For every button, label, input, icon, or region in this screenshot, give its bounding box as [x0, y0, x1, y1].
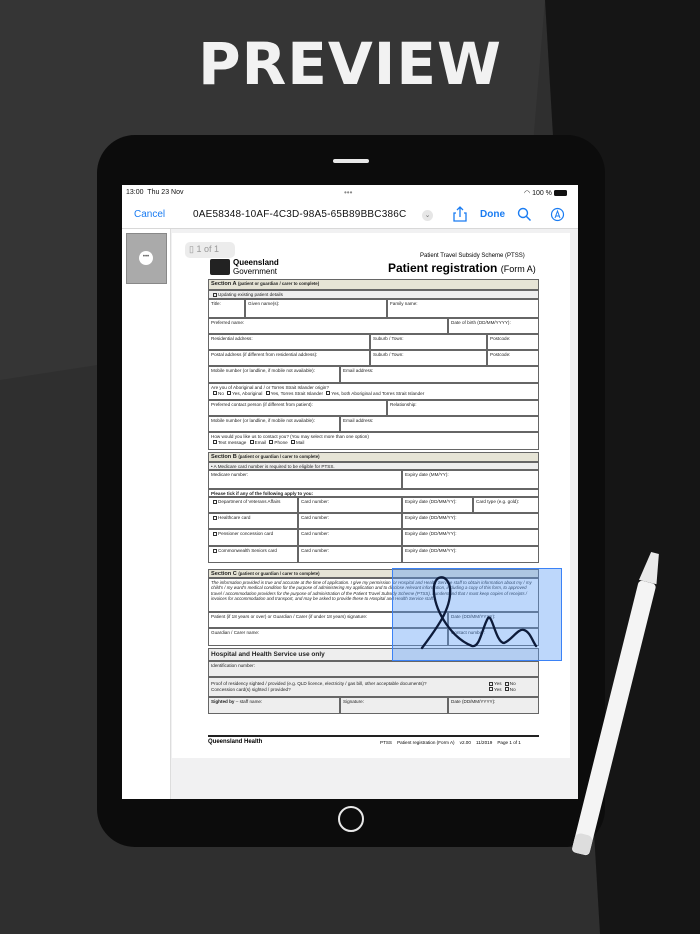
markup-icon[interactable]	[550, 207, 565, 222]
footer-meta: PTSS Patient registration (Form A) v2.00 11/2019 Page 1 of 1	[380, 740, 521, 745]
origin-question: Are you of Aboriginal and / or Torres Strait Islander origin? No Yes, Aboriginal Yes, Torres Strait Islander Yes, both Aboriginal and Torres Strait Islander	[208, 383, 539, 400]
dob-field[interactable]: Date of birth (DD/MM/YYYY):	[448, 318, 539, 334]
more-icon[interactable]: •••	[139, 251, 153, 265]
contact-number-field[interactable]: Contact number:	[448, 628, 539, 646]
page-indicator[interactable]: ▯ 1 of 1	[185, 242, 235, 258]
form-title: Patient registration (Form A)	[388, 261, 536, 275]
scheme-name: Patient Travel Subsidy Scheme (PTSS)	[420, 253, 525, 259]
preferred-name-field[interactable]: Preferred name:	[208, 318, 448, 334]
headline: PREVIEW	[198, 30, 502, 98]
logo-line1: Queensland	[233, 258, 279, 267]
card-number-field[interactable]: Card number:	[298, 546, 402, 563]
expiry-field[interactable]: Expiry date (DD/MM/YY):	[402, 529, 539, 546]
status-right: ◠ 100 %	[524, 189, 567, 197]
qld-crest-logo	[210, 259, 230, 275]
sighted-by-field[interactable]: Sighted by – staff name:	[208, 697, 340, 714]
given-name-field[interactable]: Given name(s):	[245, 299, 387, 318]
healthcare-checkbox[interactable]: Healthcare card	[208, 513, 298, 529]
section-a-header: Section A (patient or guardian / carer to complete)	[208, 279, 539, 290]
signature-drawing[interactable]	[392, 568, 562, 661]
section-c-header: Section C (patient or guardian / carer to complete)	[208, 569, 539, 578]
suburb-field[interactable]: Suburb / Town:	[370, 334, 487, 350]
residential-address-field[interactable]: Residential address:	[208, 334, 370, 350]
done-button[interactable]: Done	[480, 209, 505, 220]
dva-checkbox[interactable]: Department of Veterans Affairs	[208, 497, 298, 513]
guardian-name-field[interactable]: Guardian / Carer name:	[208, 628, 448, 646]
contact-mobile-field[interactable]: Mobile number (or landline, if mobile not available):	[208, 416, 340, 432]
card-number-field[interactable]: Card number:	[298, 513, 402, 529]
document-title[interactable]: 0AE58348-10AF-4C3D-98A5-65B89BBC386C	[193, 209, 407, 220]
card-number-field[interactable]: Card number:	[298, 497, 402, 513]
cancel-button[interactable]: Cancel	[134, 209, 166, 220]
wifi-icon: ◠	[524, 190, 531, 197]
sidebar-icon: ▯	[189, 244, 194, 254]
family-name-field[interactable]: Family name:	[387, 299, 539, 318]
yes-no-checkboxes: Yes No Yes No	[487, 681, 516, 692]
contact-email-field[interactable]: Email address:	[340, 416, 539, 432]
postal-address-field[interactable]: Postal address (if different from residential address):	[208, 350, 370, 366]
relationship-field[interactable]: Relationship:	[387, 400, 539, 416]
thumbnail-sidebar	[122, 229, 171, 799]
speaker-grille	[333, 159, 369, 163]
contact-method-question: How would you like us to contact you? (You may select more than one option) Text message Email Phone Mail	[208, 432, 539, 450]
mobile-field[interactable]: Mobile number (or landline, if mobile not available):	[208, 366, 340, 383]
postal-postcode-field[interactable]: Postcode:	[487, 350, 539, 366]
declaration-text: The information provided is true and accurate at the time of application. I give my permission for Hospital and Health Service staff to obtain information about my / my child's / my ward's medical condition for the purpose of administering my application and to disclose relevant information, including a copy of this form, to approved travel / accommodation providers for the purpose of administration of the Patient Travel Subsidy Scheme (PTSS). I understand that I must keep copies of receipts / invoices for accommodation and transport, and may be asked to provide these to Hospital and Health Service staff.	[208, 578, 539, 612]
expiry-field[interactable]: Expiry date (DD/MM/YY):	[402, 497, 473, 513]
card-type-field[interactable]: Card type (e.g. gold):	[473, 497, 539, 513]
pensioner-checkbox[interactable]: Pensioner concession card	[208, 529, 298, 546]
logo-line2: Government	[233, 267, 278, 276]
title-field[interactable]: Title:	[208, 299, 245, 318]
email-field[interactable]: Email address:	[340, 366, 539, 383]
battery-icon	[554, 190, 567, 196]
postal-suburb-field[interactable]: Suburb / Town:	[370, 350, 487, 366]
card-number-field[interactable]: Card number:	[298, 529, 402, 546]
footer-org: Queensland Health	[208, 739, 263, 745]
home-button[interactable]	[338, 806, 364, 832]
contact-person-field[interactable]: Preferred contact person (if different from patient):	[208, 400, 387, 416]
medicare-number-field[interactable]: Medicare number:	[208, 470, 402, 489]
medicare-expiry-field[interactable]: Expiry date (MM/YY):	[402, 470, 539, 489]
footer-rule	[208, 735, 539, 737]
expiry-field[interactable]: Expiry date (DD/MM/YY):	[402, 513, 539, 529]
status-time: 13:00 Thu 23 Nov	[126, 189, 184, 196]
staff-date-field[interactable]: Date (DD/MM/YYYY):	[448, 697, 539, 714]
hhs-header: Hospital and Health Service use only	[208, 648, 539, 661]
tick-instruction: Please tick if any of the following apply to you:	[208, 489, 539, 497]
section-b-header: Section B (patient or guardian / carer to complete)	[208, 452, 539, 462]
expiry-field[interactable]: Expiry date (DD/MM/YY):	[402, 546, 539, 563]
search-icon[interactable]	[517, 207, 532, 222]
updating-checkbox[interactable]: Updating existing patient details	[208, 290, 539, 299]
chevron-down-icon[interactable]: ⌄	[422, 210, 433, 221]
seniors-checkbox[interactable]: Commonwealth Seniors card	[208, 546, 298, 563]
signature-date-field[interactable]: Date (DD/MM/YYYY):	[448, 612, 539, 628]
multitask-dots[interactable]: •••	[344, 188, 353, 197]
proof-rows: Proof of residency sighted / provided (e.g. QLD licence, electricity / gas bill, other acceptable documents)? Concession card(s) sighted / provided? Yes No Yes No	[208, 677, 539, 697]
signature-field[interactable]: Patient (if 18 years or over) or Guardian / Carer (if under 18 years) signature:	[208, 612, 448, 628]
medicare-note: • A Medicare card number is required to be eligible for PTSS.	[208, 462, 539, 470]
postcode-field[interactable]: Postcode:	[487, 334, 539, 350]
identification-field[interactable]: Identification number:	[208, 661, 539, 677]
share-icon[interactable]	[453, 206, 467, 222]
staff-signature-field[interactable]: Signature:	[340, 697, 448, 714]
